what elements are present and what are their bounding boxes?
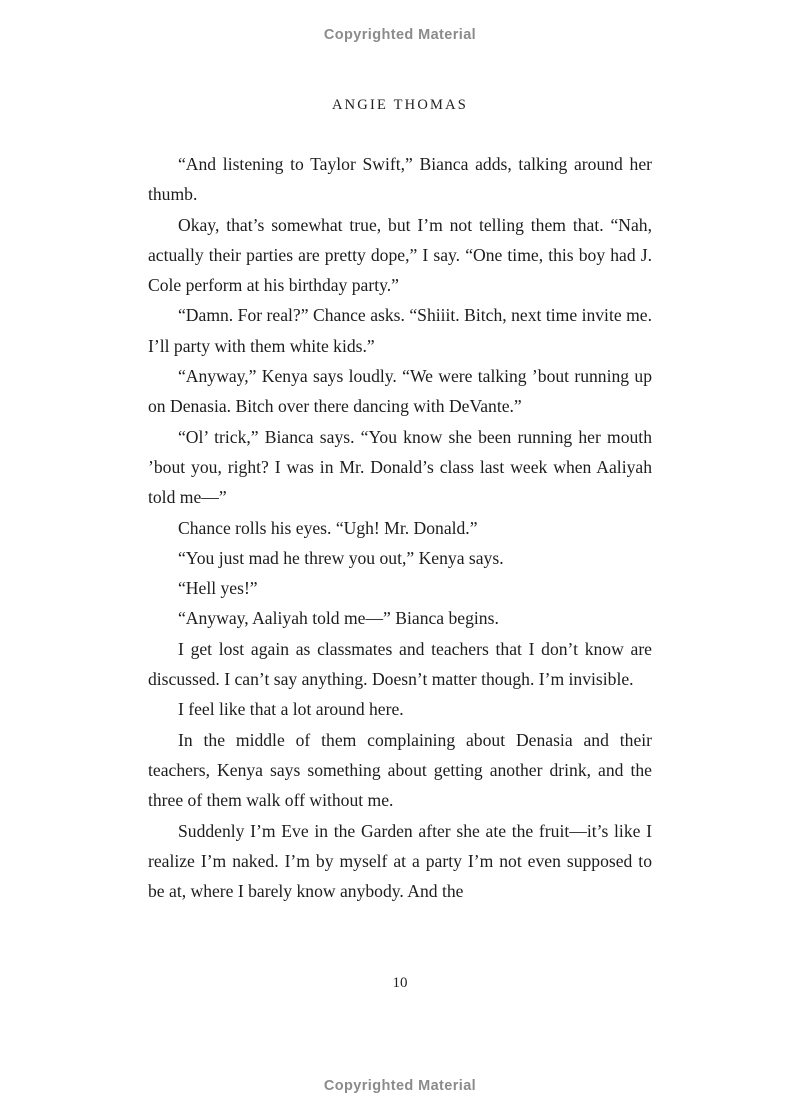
page-number: 10 — [392, 975, 408, 991]
copyright-notice-top: Copyrighted Material — [323, 27, 477, 43]
running-header-author: ANGIE THOMAS — [331, 97, 469, 113]
paragraph: I feel like that a lot around here. — [178, 699, 404, 720]
paragraph: “And listening to Taylor Swift,” Bianca adds, talking around her thumb. — [148, 154, 652, 205]
paragraph: I get lost again as classmates and teachers that I don’t know are discussed. I can’t say anything. Doesn’t matter though. I’m invisible. — [148, 638, 652, 690]
page-body-text — [148, 149, 652, 906]
paragraph: “Anyway, Aaliyah told me—” Bianca begins. — [178, 608, 499, 629]
paragraph: In the middle of them complaining about Denasia and their teachers, Kenya says something about getting another drink, and the three of them walk off without me. — [148, 729, 652, 811]
paragraph: Chance rolls his eyes. “Ugh! Mr. Donald.” — [178, 517, 478, 538]
paragraph: Suddenly I’m Eve in the Garden after she ate the fruit—it’s like I realize I’m naked. I’m by myself at a party I’m not even supposed to be at, where I barely know anybody. And the — [148, 820, 652, 902]
copyright-notice-bottom: Copyrighted Material — [323, 1078, 477, 1094]
paragraph: Okay, that’s somewhat true, but I’m not telling them that. “Nah, actually their parties are pretty dope,” I say. “One time, this boy had J. Cole perform at his birthday party.” — [148, 214, 652, 296]
paragraph: “Anyway,” Kenya says loudly. “We were talking ’bout running up on Denasia. Bitch over there dancing with DeVante.” — [148, 366, 652, 417]
paragraph: “Hell yes!” — [178, 578, 258, 599]
paragraph: “You just mad he threw you out,” Kenya says. — [178, 547, 504, 568]
paragraph: “Ol’ trick,” Bianca says. “You know she been running her mouth ’bout you, right? I was in Mr. Donald’s class last week when Aaliyah told me—” — [148, 426, 652, 508]
paragraph: “Damn. For real?” Chance asks. “Shiiit. Bitch, next time invite me. I’ll party with them white kids.” — [148, 305, 652, 356]
